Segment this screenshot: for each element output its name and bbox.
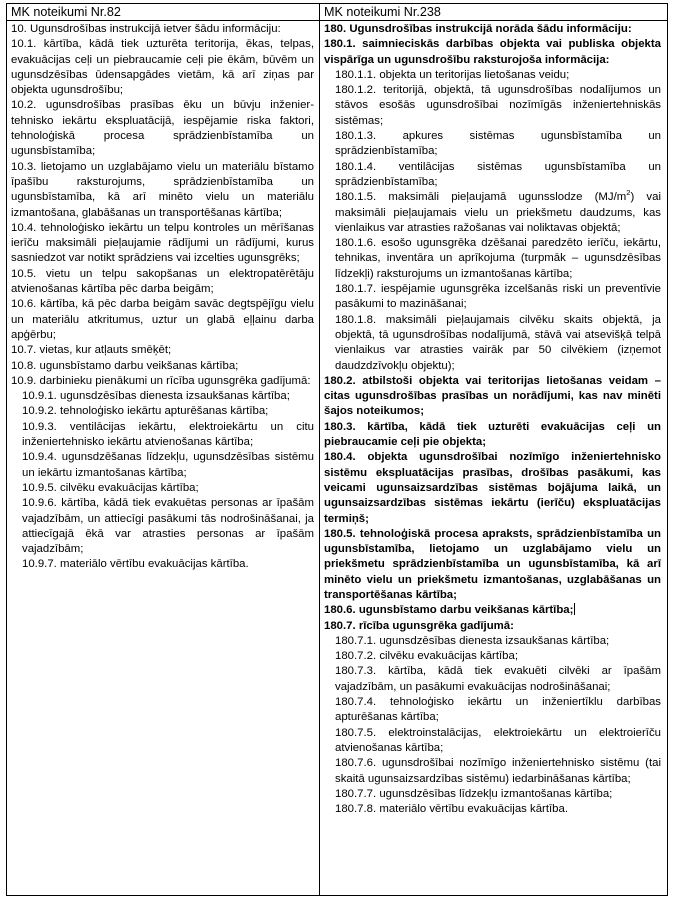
right-clause — [324, 634, 661, 649]
right-clause — [324, 802, 661, 817]
clause-text: 180. Ugunsdrošības instrukcijā norāda šādu informāciju: — [324, 23, 632, 35]
clause-text: 180.1.5. maksimāli pieļaujamā ugunsslodze (MJ/m — [335, 191, 627, 204]
left-clause — [11, 450, 314, 481]
left-clause — [11, 98, 314, 159]
right-clause — [324, 695, 661, 726]
clause-text: 180.1.1. objekta un teritorijas lietošanas veidu; — [335, 68, 570, 81]
right-clause — [324, 374, 661, 420]
clause-text: 10.9.1. ugunsdzēsības dienesta izsaukšanas kārtība; — [22, 390, 290, 403]
clause-text: 180.7.5. elektroinstalācijas, elektroiekārtu un elektroierīču atvienošanas kārtība; — [335, 726, 661, 754]
clause-text: 10.8. ugunsbīstamo darbu veikšanas kārtība; — [11, 359, 239, 372]
right-clause — [324, 420, 661, 451]
left-clause — [11, 481, 314, 496]
clause-text-cont: ) vai maksimāli pieļaujamais vielu un priekšmetu daudzums, kas vienlaikus var atrasties ražošanas vai noliktavas objektā; — [335, 191, 661, 234]
clause-text: 180.1.4. ventilācijas sistēmas ugunsbīstamība un sprādzienbīstamība; — [335, 160, 661, 188]
clause-text: 180.1.8. maksimāli pieļaujamais cilvēku skaits objektā, ja objektā, tā ugunsdrošības nodalījumā, stāvā vai atsevišķā telpā vienlaikus var atrasties vairāk par 50 cilvēkiem (izņemot daudzdzīvokļu objektu); — [335, 313, 661, 372]
left-clause — [11, 374, 314, 389]
right-clause — [324, 282, 661, 313]
clause-text: 180.4. objekta ugunsdrošībai nozīmīgo inženiertehnisko sistēmu ekspluatācijas prasības, drošības pasākumi, kas veicami ugunsaizsardzības sistēmas bojājuma laikā, un ugunsaizsardzības sistēmas iekārtu (ierīču) ekspluatācijas termiņš; — [324, 451, 661, 525]
clause-text: 10.9.6. kārtība, kādā tiek evakuētas personas ar īpašām vajadzībām, un attiecīgi pasākumi tās nodrošināšanai, ja attiecīgajā ēkā var atrasties personas ar īpašām vajadzībām; — [22, 497, 314, 556]
clause-text: 10.9.7. materiālo vērtību evakuācijas kārtība. — [22, 558, 249, 571]
right-clause — [324, 450, 661, 526]
clause-text: 180.7.1. ugunsdzēsības dienesta izsaukšanas kārtība; — [335, 634, 610, 647]
header-right: MK noteikumi Nr.238 — [324, 5, 441, 19]
right-clause — [324, 190, 661, 236]
clause-text: 10.9. darbinieku pienākumi un rīcība ugunsgrēka gadījumā: — [11, 374, 311, 387]
clause-text: 10.3. lietojamo un uzglabājamo vielu un materiālu bīstamo īpašību raksturojums, sprādzienbīstamība un ugunsbīstamība, kā arī minēto vielu un materiālu izmantošana, glabāšanas un transportēšanas kārtība; — [11, 160, 314, 219]
table-header-row — [7, 4, 667, 21]
clause-text: 180.1.7. iespējamie ugunsgrēka izcelšanās riski un preventīvie pasākumi to mazināšanai; — [335, 283, 661, 311]
right-clause — [324, 664, 661, 695]
right-clause — [324, 787, 661, 802]
left-clause — [11, 359, 314, 374]
header-left: MK noteikumi Nr.82 — [7, 4, 320, 20]
clause-text: 10. Ugunsdrošības instrukcijā ietver šādu informāciju: — [11, 23, 281, 35]
clause-text: 10.1. kārtība, kādā tiek uzturēta teritorija, ēkas, telpas, evakuācijas ceļi un piebraucamie ceļi pie ēkām, būvēm un ugunsdzēsības ūdensapgādes vietām, kā arī ziņas par objekta ugunsdrošību; — [11, 38, 314, 97]
clause-text: 180.1.6. esošo ugunsgrēka dzēšanai paredzēto ierīču, iekārtu, tehnikas, inventāra un aprīkojuma (turpmāk – ugunsdzēsības līdzekļi) raksturojums un izmantošanas kārtība; — [335, 237, 661, 280]
table-body-row — [7, 21, 667, 895]
clause-text: 10.6. kārtība, kā pēc darba beigām savāc degtspējīgu vielu un materiālu atkritumus, uztur un glabā eļļainu darba apģērbu; — [11, 298, 314, 341]
clause-text: 180.7.3. kārtība, kādā tiek evakuēti cilvēki ar īpašām vajadzībām, un pasākumi evakuācijas nodrošināšanai; — [335, 665, 661, 693]
clause-text: 10.9.2. tehnoloģisko iekārtu apturēšanas kārtība; — [22, 405, 269, 418]
right-clause — [324, 527, 661, 603]
right-clause — [324, 83, 661, 129]
right-clause — [324, 37, 661, 68]
text-cursor — [574, 603, 575, 615]
left-column — [7, 21, 320, 895]
clause-text: 180.7. rīcība ugunsgrēka gadījumā: — [324, 619, 514, 632]
clause-text: 10.4. tehnoloģisko iekārtu un telpu kontroles un mērīšanas ierīču maksimāli pieļaujamie rādījumi un rādījumi, kurus sasniedzot var notikt sprādziens vai izcelties ugunsgrēks; — [11, 221, 314, 265]
clause-text: 180.7.6. ugunsdrošībai nozīmīgo inženiertehnisko sistēmu (tai skaitā ugunsaizsardzības sistēmu) iedarbināšanas kārtība; — [335, 757, 661, 785]
clause-text: 10.5. vietu un telpu sakopšanas un elektropatērētāju atvienošanas kārtība pēc darba beigām; — [11, 267, 314, 296]
right-clause — [324, 22, 661, 37]
clause-text: 180.1. saimnieciskās darbības objekta vai publiska objekta vispārīga un ugunsdrošību raksturojoša informācija: — [324, 38, 661, 66]
right-clause — [324, 649, 661, 664]
left-clause — [11, 160, 314, 221]
right-clause — [324, 68, 661, 83]
left-clause — [11, 37, 314, 98]
right-clause — [324, 160, 661, 191]
clause-text: 180.1.3. apkures sistēmas ugunsbīstamība un sprādzienbīstamība; — [335, 130, 661, 158]
clause-text: 180.7.4. tehnoloģisko iekārtu un inženiertīklu darbības apturēšanas kārtība; — [335, 696, 661, 724]
left-clause — [11, 389, 314, 404]
clause-text: 10.2. ugunsdrošības prasības ēku un būvju inženier-tehnisko iekārtu ekspluatācijā, iespējamie riska faktori, tehnoloģiskā procesa sprādzienbīstamība un ugunsbīstamība; — [11, 99, 314, 158]
clause-text: 180.7.2. cilvēku evakuācijas kārtība; — [335, 650, 518, 663]
right-clause — [324, 129, 661, 160]
clause-text: 180.1.2. teritorijā, objektā, tā ugunsdrošības nodalījumos un stāvos esošās ugunsdrošībai nozīmīgās inženiertehniskās sistēmas; — [335, 84, 661, 127]
clause-text: 180.3. kārtība, kādā tiek uzturēti evakuācijas ceļi un piebraucamie ceļi pie objekta; — [324, 420, 661, 449]
right-clause — [324, 756, 661, 787]
comparison-table — [6, 3, 668, 896]
clause-text: 180.6. ugunsbīstamo darbu veikšanas kārtība; — [324, 604, 574, 617]
clause-text: 10.9.3. ventilācijas iekārtu, elektroiekārtu un citu inženiertehnisko iekārtu atvienošanas kārtība; — [22, 420, 314, 449]
clause-text: 180.2. atbilstoši objekta vai teritorijas lietošanas veidam – citas ugunsdrošības prasības un norādījumi, kas nav minēti šajos noteikumos; — [324, 374, 661, 418]
left-clause — [11, 267, 314, 298]
left-clause — [11, 343, 314, 358]
right-clause — [324, 619, 661, 634]
left-clause — [11, 557, 314, 572]
clause-text: 180.7.8. materiālo vērtību evakuācijas kārtība. — [335, 803, 569, 816]
clause-text: 10.9.4. ugunsdzēšanas līdzekļu, ugunsdzēsības sistēmu un iekārtu izmantošanas kārtība; — [22, 451, 314, 479]
clause-text: 180.5. tehnoloģiskā procesa apraksts, sprādzienbīstamība un ugunsbīstamība, lietojamo un uzglabājamo vielu un priekšmetu sprādzienbīstamība un ugunsbīstamība, kā arī minēto vielu un priekšmetu izmantošanas, uzglabāšanas un transportēšanas kārtība; — [324, 527, 661, 601]
left-clause — [11, 404, 314, 419]
right-clause — [324, 726, 661, 757]
clause-text: 10.7. vietas, kur atļauts smēķēt; — [11, 344, 172, 357]
right-clause — [324, 236, 661, 282]
superscript: 2 — [626, 188, 631, 198]
left-clause — [11, 221, 314, 267]
clause-text: 180.7.7. ugunsdzēsības līdzekļu izmantošanas kārtība; — [335, 787, 613, 800]
left-clause — [11, 297, 314, 343]
right-clause — [324, 603, 661, 618]
left-clause — [11, 420, 314, 451]
right-column — [320, 21, 667, 895]
left-clause — [11, 22, 314, 37]
right-clause — [324, 313, 661, 374]
left-clause — [11, 496, 314, 557]
clause-text: 10.9.5. cilvēku evakuācijas kārtība; — [22, 481, 199, 494]
